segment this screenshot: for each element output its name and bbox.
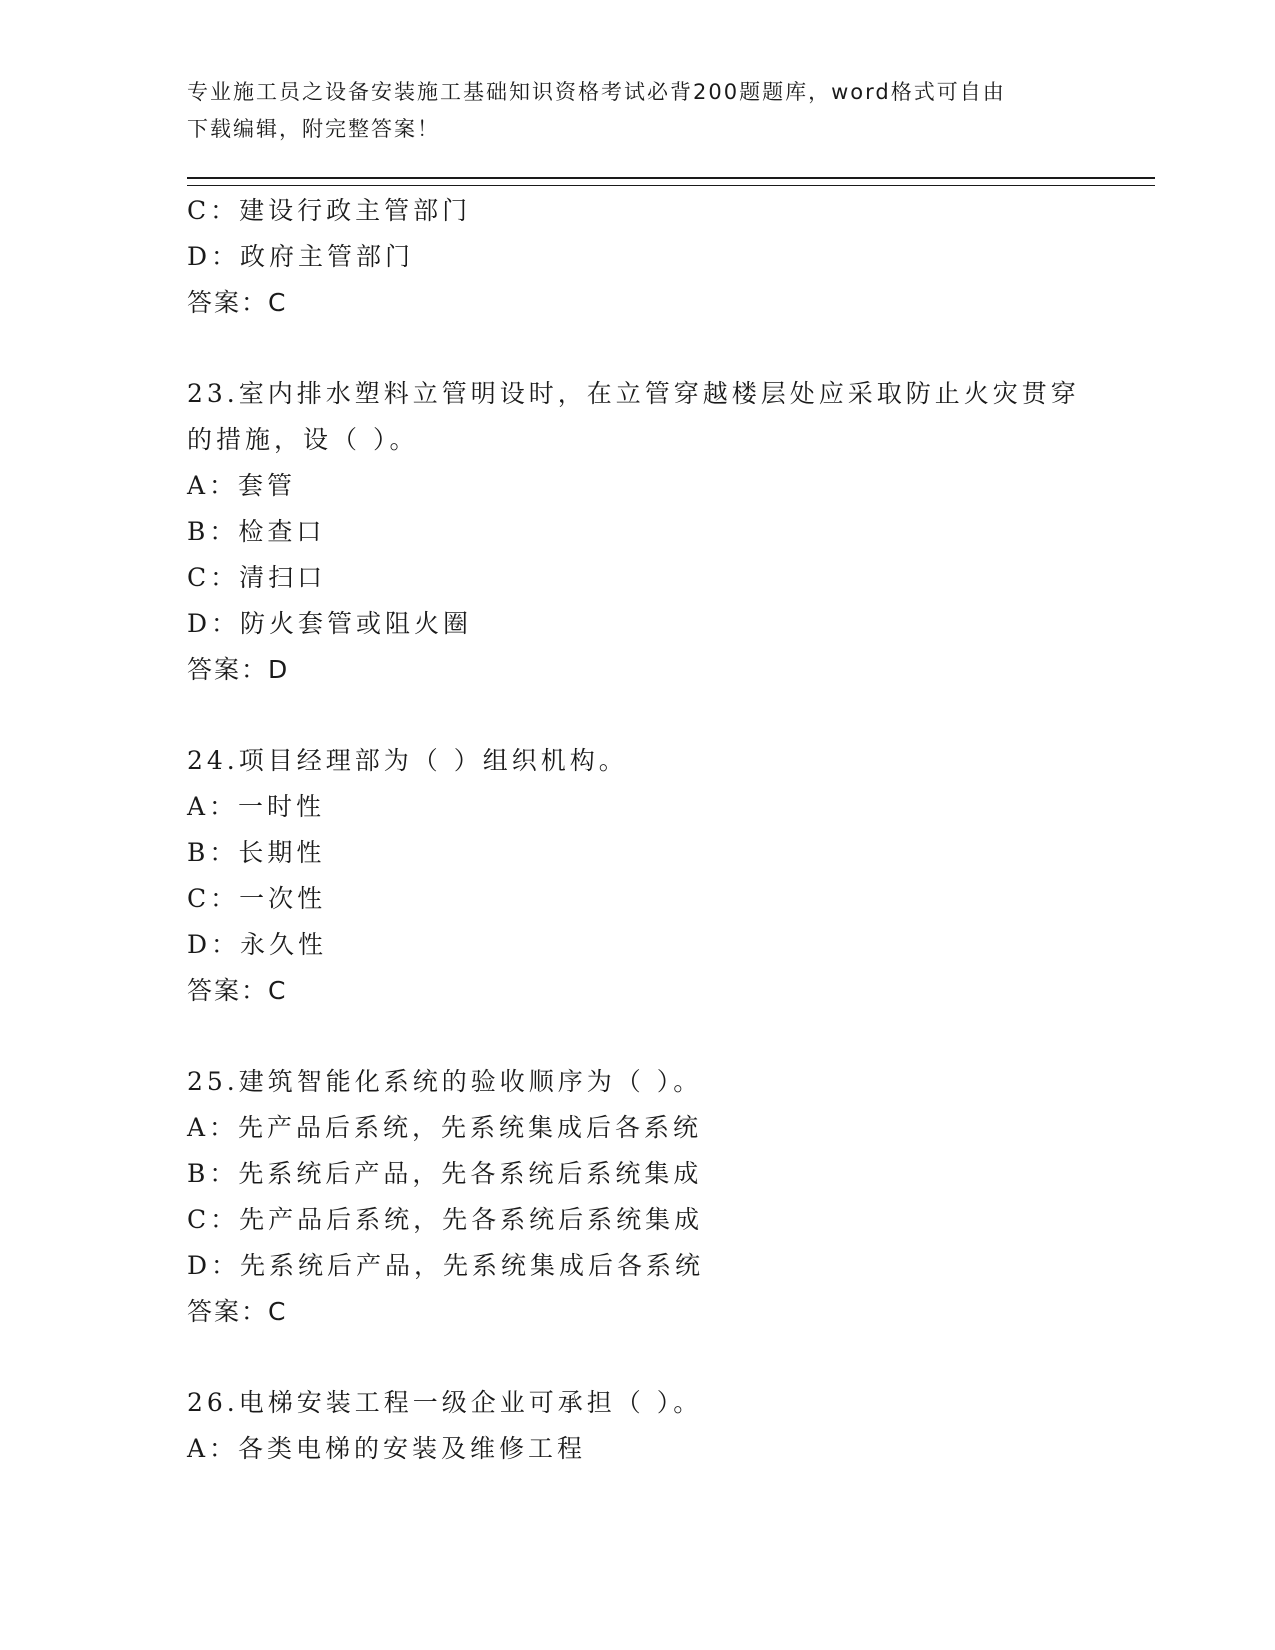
option-a: A：套管 — [187, 471, 297, 500]
question-block — [187, 188, 1087, 326]
question-list — [187, 188, 1087, 1472]
header-line-1: 专业施工员之设备安装施工基础知识资格考试必背200题题库，word格式可自由 — [187, 80, 1006, 104]
answer-line: 答案：C — [187, 1297, 288, 1326]
question-stem: 的措施，设（ ）。 — [187, 425, 419, 454]
option-d: D：政府主管部门 — [187, 242, 415, 271]
question-stem: 24.项目经理部为（ ）组织机构。 — [187, 746, 628, 775]
answer-line: 答案：C — [187, 288, 288, 317]
answer-line: 答案：C — [187, 976, 288, 1005]
question-stem: 23.室内排水塑料立管明设时，在立管穿越楼层处应采取防止火灾贯穿 — [187, 379, 1080, 408]
question-block — [187, 738, 1087, 1014]
header-line-2: 下载编辑，附完整答案！ — [187, 117, 440, 141]
option-a: A：各类电梯的安装及维修工程 — [187, 1434, 587, 1463]
option-c: C：先产品后系统，先各系统后系统集成 — [187, 1205, 704, 1234]
option-c: C：一次性 — [187, 884, 327, 913]
question-block — [187, 371, 1087, 693]
question-stem: 26.电梯安装工程一级企业可承担（ ）。 — [187, 1388, 703, 1417]
question-block — [187, 1380, 1087, 1472]
option-b: B：先系统后产品，先各系统后系统集成 — [187, 1159, 703, 1188]
option-d: D：先系统后产品，先系统集成后各系统 — [187, 1251, 705, 1280]
option-d: D：防火套管或阻火圈 — [187, 609, 473, 638]
option-a: A：先产品后系统，先系统集成后各系统 — [187, 1113, 703, 1142]
option-b: B：长期性 — [187, 838, 326, 867]
option-a: A：一时性 — [187, 792, 326, 821]
option-d: D：永久性 — [187, 930, 328, 959]
document-header — [187, 74, 1067, 148]
question-block — [187, 1059, 1087, 1335]
question-stem: 25.建筑智能化系统的验收顺序为（ ）。 — [187, 1067, 703, 1096]
header-divider — [187, 177, 1155, 186]
answer-line: 答案：D — [187, 655, 290, 684]
option-b: B：检查口 — [187, 517, 326, 546]
option-c: C：清扫口 — [187, 563, 327, 592]
option-c: C：建设行政主管部门 — [187, 196, 472, 225]
